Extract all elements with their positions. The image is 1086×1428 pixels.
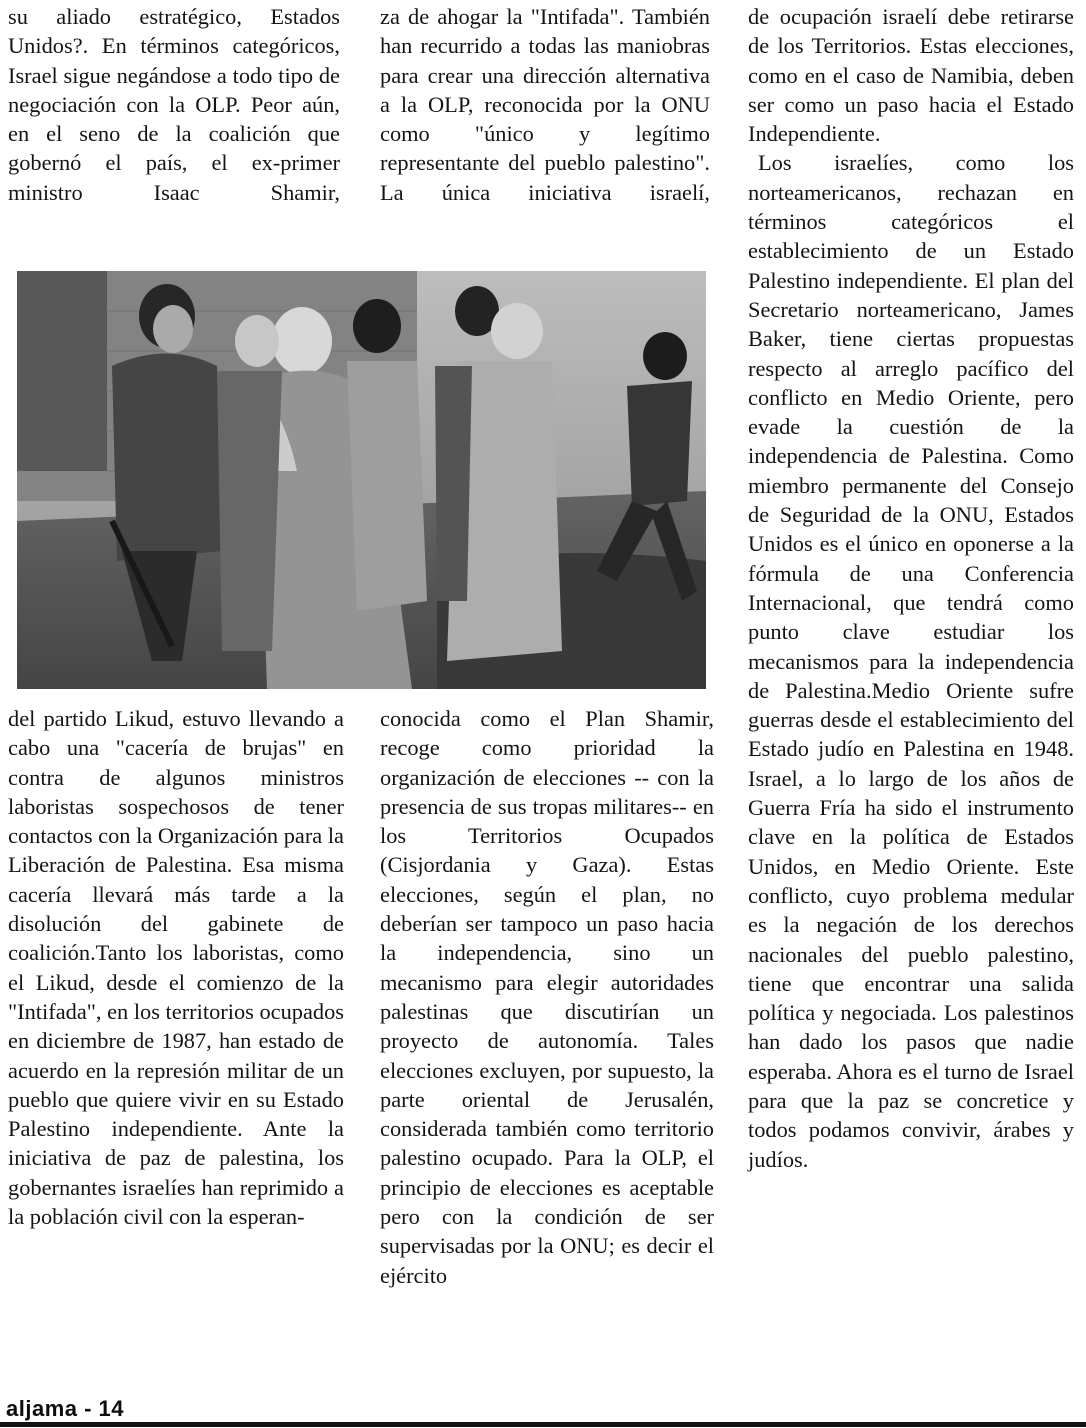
column-right — [748, 2, 1074, 1174]
paragraph: de ocupación israelí debe retirarse de los Territorios. Estas elecciones, como en el caso de Namibia, deben ser como un paso hacia el Estado Independiente. — [748, 4, 1074, 147]
paragraph: conocida como el Plan Shamir, recoge como prioridad la organización de elecciones -- con la presencia de sus tropas militares-- en los Territorios Ocupados (Cisjordania y Gaza). Estas elecciones, según el plan, no deberían ser tampoco un paso hacia la independencia, sino un mecanismo para elegir autoridades palestinas que discutirían un proyecto de autonomía. Tales elecciones excluyen, por supuesto, la parte oriental de Jerusalén, considerada también como territorio palestino ocupado. Para la OLP, el principio de elecciones es aceptable pero con la condición de ser supervisadas por la ONU; es decir el ejército — [380, 706, 714, 1288]
paragraph: del partido Likud, estuvo llevando a cabo una "cacería de brujas" en contra de algunos ministros laboristas sospechosos de tener contactos con la Organización para la Liberación de Palestina. Esa misma cacería llevará más tarde a la disolución del gabinete de coalición.Tanto los laboristas, como el Likud, desde el comienzo de la "Intifada", en los territorios ocupados en diciembre de 1987, han estado de acuerdo en la represión militar de un pueblo que quiere vivir en su Estado Palestino independiente. Ante la iniciativa de paz de palestina, los gobernantes israelíes han reprimido a la población civil con la esperan- — [8, 706, 345, 1230]
paragraph: su aliado estratégico, Estados Unidos?. En términos categóricos, Israel sigue negándose a todo tipo de negociación con la OLP. Peor aún, en el seno de la coalición que gobernó el país, el ex-primer ministro Isaac Shamir, — [8, 4, 340, 205]
footer-rule — [0, 1422, 1086, 1427]
paragraph: Los israelíes, como los norteamericanos, rechazan en términos categóricos el establecimiento de un Estado Palestino independiente. El plan del Secretario norteamericano, James Baker, tiene ciertas propuestas respecto al arreglo pacífico del conflicto en Medio Oriente, pero evade la cuestión de la independencia de Palestina. Como miembro permanente del Consejo de Seguridad de la ONU, Estados Unidos es el único en oponerse a la fórmula de una Conferencia Internacional, que tendrá como punto clave estudiar los mecanismos para la independencia de Palestina.Medio Oriente sufre guerras desde el establecimiento del Estado judío en Palestina en 1948. Israel, a lo largo de los años de Guerra Fría ha sido el instrumento clave en la política de Estados Unidos, en Medio Oriente. Este conflicto, cuyo problema medular es la negación de los derechos nacionales del pueblo palestino, tiene que encontrar una salida política y negociada. Los palestinos han dado los pasos que nadie esperaba. Ahora es el turno de Israel para que la paz se concretice y todos podamos convivir, árabes y judíos. — [748, 150, 1074, 1172]
paragraph: La única iniciativa israelí, — [380, 179, 710, 205]
news-photograph — [17, 271, 706, 689]
column-left-bottom — [8, 704, 344, 1231]
photo-illustration — [17, 271, 706, 689]
footer-page-label: aljama - 14 — [6, 1396, 125, 1421]
column-left-top — [8, 2, 340, 207]
column-middle-top — [380, 2, 710, 207]
paragraph: za de ahogar la "Intifada". También han recurrido a todas las maniobras para crear una dirección alternativa a la OLP, reconocida por la ONU como "único y legítimo representante del pueblo palestino". — [380, 4, 710, 176]
page-footer — [0, 1396, 1086, 1428]
column-middle-bottom — [380, 704, 714, 1290]
